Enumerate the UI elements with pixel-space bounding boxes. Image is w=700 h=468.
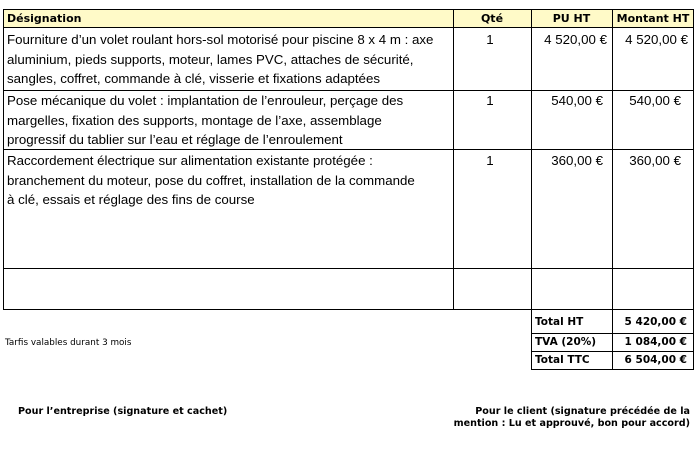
header-unit-price: PU HT bbox=[552, 12, 591, 25]
row-2-qty: 1 bbox=[486, 93, 494, 108]
total-ttc-value: 6 504,00 € bbox=[624, 354, 687, 366]
header-designation: Désignation bbox=[7, 12, 82, 25]
grid-row-line-4 bbox=[3, 309, 694, 310]
company-signature-label: Pour l’entreprise (signature et cachet) bbox=[18, 406, 228, 417]
row-1-amount: 4 520,00 € bbox=[625, 32, 688, 47]
validity-note: Tarfis valables durant 3 mois bbox=[5, 338, 132, 348]
client-signature-label: Pour le client (signature précédée de la mention : Lu et approuvé, bon pour accord) bbox=[453, 406, 690, 429]
grid-left-border bbox=[3, 9, 4, 310]
tva-label: TVA (20%) bbox=[535, 336, 597, 348]
row-3-designation: Raccordement électrique sur alimentation existante protégée : branchement du moteur, pose du coffret, installation de la commande à clé, essais et réglage des fins de course bbox=[7, 153, 415, 208]
row-2-unit-price: 540,00 € bbox=[551, 93, 603, 108]
row-3-amount: 360,00 € bbox=[629, 153, 681, 168]
row-1-qty: 1 bbox=[486, 32, 494, 47]
row-2-designation: Pose mécanique du volet : implantation de l’enrouleur, perçage des margelles, fixation des supports, montage de l’axe, assemblage progressif du tablier sur l’eau et réglage de l’enroulement bbox=[7, 93, 404, 148]
row-1-unit-price: 4 520,00 € bbox=[544, 32, 607, 47]
total-ht-label: Total HT bbox=[535, 316, 584, 328]
row-2-amount: 540,00 € bbox=[629, 93, 681, 108]
grid-right-border bbox=[693, 9, 694, 370]
total-ht-value: 5 420,00 € bbox=[624, 316, 687, 328]
header-qty: Qté bbox=[480, 12, 504, 25]
row-3-unit-price: 360,00 € bbox=[551, 153, 603, 168]
tva-value: 1 084,00 € bbox=[624, 336, 687, 348]
row-1-designation: Fourniture d’un volet roulant hors-sol motorisé pour piscine 8 x 4 m : axe aluminium, pieds supports, moteur, lames PVC, attaches de sécurité, sangles, coffret, commande à clé, visserie et fixations adaptées bbox=[7, 32, 434, 87]
totals-line-3 bbox=[531, 369, 694, 370]
header-amount: Montant HT bbox=[616, 12, 690, 25]
row-3-qty: 1 bbox=[486, 153, 494, 168]
grid-col-pu bbox=[531, 9, 532, 370]
total-ttc-label: Total TTC bbox=[535, 354, 590, 366]
grid-row-line-3 bbox=[3, 268, 694, 269]
